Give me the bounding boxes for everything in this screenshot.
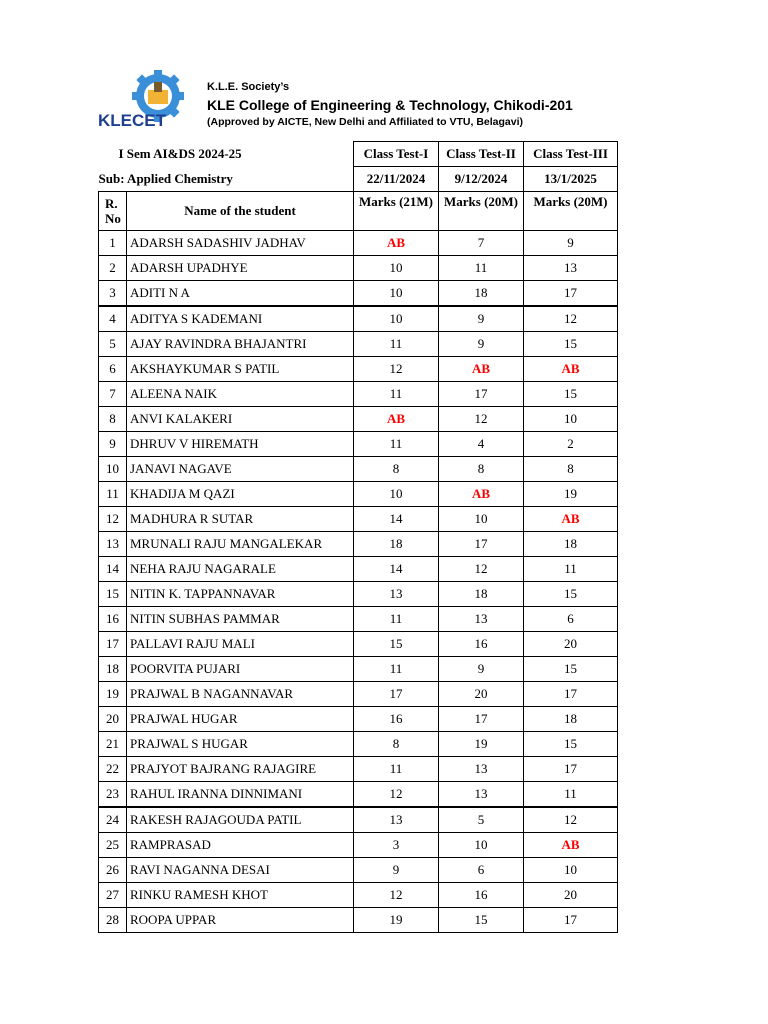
test2-mark: 15: [439, 908, 524, 933]
table-row: [99, 833, 618, 858]
table-row: [99, 732, 618, 757]
test3-mark: 15: [524, 382, 618, 407]
test3-mark: 15: [524, 657, 618, 682]
test1-mark: 18: [354, 532, 439, 557]
college-header: [96, 66, 636, 136]
student-name: MADHURA R SUTAR: [127, 507, 354, 532]
student-name: POORVITA PUJARI: [127, 657, 354, 682]
test2-mark: 8: [439, 457, 524, 482]
test3-mark: AB: [524, 357, 618, 382]
test3-mark: 17: [524, 682, 618, 707]
table-row: [99, 357, 618, 382]
roll-number: 1: [99, 231, 127, 256]
test1-mark: 8: [354, 457, 439, 482]
student-name: NEHA RAJU NAGARALE: [127, 557, 354, 582]
test3-mark: 17: [524, 281, 618, 307]
test2-mark: 9: [439, 657, 524, 682]
test2-mark: 20: [439, 682, 524, 707]
student-name: RAVI NAGANNA DESAI: [127, 858, 354, 883]
semester-title: I Sem AI&DS 2024-25: [99, 142, 354, 167]
marks-table: [98, 141, 618, 933]
test2-mark: 9: [439, 332, 524, 357]
test1-mark: 12: [354, 782, 439, 808]
test2-mark: 18: [439, 582, 524, 607]
test3-mark: 15: [524, 582, 618, 607]
table-row: [99, 582, 618, 607]
roll-number: 15: [99, 582, 127, 607]
table-row: [99, 231, 618, 256]
test3-mark: 20: [524, 632, 618, 657]
student-name: ROOPA UPPAR: [127, 908, 354, 933]
roll-number: 24: [99, 807, 127, 833]
roll-number: 18: [99, 657, 127, 682]
test3-mark: 11: [524, 782, 618, 808]
test3-max-marks: Marks (20M): [524, 192, 618, 231]
test1-mark: 19: [354, 908, 439, 933]
test2-mark: 16: [439, 632, 524, 657]
roll-number: 26: [99, 858, 127, 883]
student-name: ALEENA NAIK: [127, 382, 354, 407]
test3-mark: 10: [524, 858, 618, 883]
test1-name: Class Test-I: [354, 142, 439, 167]
table-row: [99, 432, 618, 457]
student-name: NITIN SUBHAS PAMMAR: [127, 607, 354, 632]
test2-mark: 16: [439, 883, 524, 908]
test1-date: 22/11/2024: [354, 167, 439, 192]
student-name: ADARSH UPADHYE: [127, 256, 354, 281]
student-name: JANAVI NAGAVE: [127, 457, 354, 482]
test3-mark: 18: [524, 707, 618, 732]
test1-mark: 12: [354, 357, 439, 382]
roll-number: 25: [99, 833, 127, 858]
test1-max-marks: Marks (21M): [354, 192, 439, 231]
roll-number: 11: [99, 482, 127, 507]
student-name: RAKESH RAJAGOUDA PATIL: [127, 807, 354, 833]
test2-max-marks: Marks (20M): [439, 192, 524, 231]
table-row: [99, 557, 618, 582]
test1-mark: 8: [354, 732, 439, 757]
test3-mark: 18: [524, 532, 618, 557]
roll-number: 9: [99, 432, 127, 457]
college-logo: [96, 68, 190, 130]
roll-number: 16: [99, 607, 127, 632]
roll-number: 12: [99, 507, 127, 532]
table-row: [99, 757, 618, 782]
test2-mark: 13: [439, 607, 524, 632]
test1-mark: AB: [354, 231, 439, 256]
test2-mark: 10: [439, 833, 524, 858]
test2-mark: 5: [439, 807, 524, 833]
test3-mark: 15: [524, 732, 618, 757]
roll-number: 23: [99, 782, 127, 808]
roll-number: 13: [99, 532, 127, 557]
student-name: PALLAVI RAJU MALI: [127, 632, 354, 657]
test2-date: 9/12/2024: [439, 167, 524, 192]
table-row: [99, 532, 618, 557]
society-name: K.L.E. Society’s: [207, 81, 290, 93]
test1-mark: 10: [354, 482, 439, 507]
table-row: [99, 858, 618, 883]
test1-mark: 10: [354, 306, 439, 332]
test3-mark: 15: [524, 332, 618, 357]
test3-mark: 17: [524, 908, 618, 933]
name-header: Name of the student: [127, 192, 354, 231]
test1-mark: 14: [354, 507, 439, 532]
student-name: PRAJWAL S HUGAR: [127, 732, 354, 757]
roll-number: 10: [99, 457, 127, 482]
table-row: [99, 332, 618, 357]
test1-mark: 11: [354, 382, 439, 407]
test3-mark: 20: [524, 883, 618, 908]
table-row: [99, 883, 618, 908]
test3-mark: 13: [524, 256, 618, 281]
rno-header: R. No: [99, 192, 127, 231]
test2-mark: AB: [439, 482, 524, 507]
roll-number: 5: [99, 332, 127, 357]
student-name: PRAJWAL HUGAR: [127, 707, 354, 732]
test1-mark: 10: [354, 281, 439, 307]
roll-number: 7: [99, 382, 127, 407]
table-row: [99, 657, 618, 682]
test3-mark: 6: [524, 607, 618, 632]
test1-mark: 3: [354, 833, 439, 858]
test2-mark: 17: [439, 532, 524, 557]
roll-number: 19: [99, 682, 127, 707]
test3-mark: 8: [524, 457, 618, 482]
test1-mark: 11: [354, 657, 439, 682]
test2-name: Class Test-II: [439, 142, 524, 167]
roll-number: 27: [99, 883, 127, 908]
table-row: [99, 908, 618, 933]
student-name: AKSHAYKUMAR S PATIL: [127, 357, 354, 382]
test3-mark: 2: [524, 432, 618, 457]
table-row: [99, 256, 618, 281]
table-row: [99, 807, 618, 833]
test2-mark: 13: [439, 757, 524, 782]
table-row: [99, 281, 618, 307]
student-name: AJAY RAVINDRA BHAJANTRI: [127, 332, 354, 357]
test1-mark: 11: [354, 332, 439, 357]
student-name: RINKU RAMESH KHOT: [127, 883, 354, 908]
test3-mark: 12: [524, 807, 618, 833]
test1-mark: 13: [354, 807, 439, 833]
test1-mark: 15: [354, 632, 439, 657]
test3-date: 13/1/2025: [524, 167, 618, 192]
table-row: [99, 382, 618, 407]
test2-mark: 17: [439, 707, 524, 732]
test2-mark: 11: [439, 256, 524, 281]
student-name: RAMPRASAD: [127, 833, 354, 858]
roll-number: 20: [99, 707, 127, 732]
test3-mark: AB: [524, 507, 618, 532]
test1-mark: 13: [354, 582, 439, 607]
table-row: [99, 457, 618, 482]
table-row: [99, 632, 618, 657]
roll-number: 8: [99, 407, 127, 432]
test3-mark: AB: [524, 833, 618, 858]
approval-note: (Approved by AICTE, New Delhi and Affiliated to VTU, Belagavi): [207, 116, 524, 128]
test3-name: Class Test-III: [524, 142, 618, 167]
student-name: ADARSH SADASHIV JADHAV: [127, 231, 354, 256]
test1-mark: 9: [354, 858, 439, 883]
student-name: KHADIJA M QAZI: [127, 482, 354, 507]
test2-mark: AB: [439, 357, 524, 382]
roll-number: 28: [99, 908, 127, 933]
table-row: [99, 482, 618, 507]
roll-number: 2: [99, 256, 127, 281]
test1-mark: AB: [354, 407, 439, 432]
test1-mark: 11: [354, 607, 439, 632]
student-name: ADITYA S KADEMANI: [127, 306, 354, 332]
roll-number: 3: [99, 281, 127, 307]
test2-mark: 6: [439, 858, 524, 883]
test3-mark: 19: [524, 482, 618, 507]
test2-mark: 9: [439, 306, 524, 332]
roll-number: 4: [99, 306, 127, 332]
test2-mark: 12: [439, 407, 524, 432]
table-row: [99, 306, 618, 332]
roll-number: 14: [99, 557, 127, 582]
test1-mark: 16: [354, 707, 439, 732]
test2-mark: 7: [439, 231, 524, 256]
test2-mark: 18: [439, 281, 524, 307]
test2-mark: 10: [439, 507, 524, 532]
table-row: [99, 682, 618, 707]
student-name: MRUNALI RAJU MANGALEKAR: [127, 532, 354, 557]
test1-mark: 17: [354, 682, 439, 707]
test1-mark: 10: [354, 256, 439, 281]
table-row: [99, 782, 618, 808]
test3-mark: 9: [524, 231, 618, 256]
student-name: RAHUL IRANNA DINNIMANI: [127, 782, 354, 808]
test1-mark: 11: [354, 757, 439, 782]
test2-mark: 19: [439, 732, 524, 757]
test3-mark: 12: [524, 306, 618, 332]
roll-number: 17: [99, 632, 127, 657]
subject-title: Sub: Applied Chemistry: [99, 167, 354, 192]
test3-mark: 11: [524, 557, 618, 582]
test2-mark: 12: [439, 557, 524, 582]
table-row: [99, 407, 618, 432]
test1-mark: 14: [354, 557, 439, 582]
test2-mark: 13: [439, 782, 524, 808]
table-row: [99, 507, 618, 532]
svg-text:KLECET: KLECET: [98, 111, 166, 130]
student-name: ANVI KALAKERI: [127, 407, 354, 432]
roll-number: 6: [99, 357, 127, 382]
table-row: [99, 707, 618, 732]
student-name: ADITI N A: [127, 281, 354, 307]
student-name: PRAJWAL B NAGANNAVAR: [127, 682, 354, 707]
test3-mark: 10: [524, 407, 618, 432]
test3-mark: 17: [524, 757, 618, 782]
roll-number: 22: [99, 757, 127, 782]
test2-mark: 17: [439, 382, 524, 407]
student-name: PRAJYOT BAJRANG RAJAGIRE: [127, 757, 354, 782]
student-name: NITIN K. TAPPANNAVAR: [127, 582, 354, 607]
college-name: KLE College of Engineering & Technology, Chikodi-201: [207, 97, 573, 113]
test1-mark: 11: [354, 432, 439, 457]
table-row: [99, 607, 618, 632]
roll-number: 21: [99, 732, 127, 757]
student-name: DHRUV V HIREMATH: [127, 432, 354, 457]
test2-mark: 4: [439, 432, 524, 457]
test1-mark: 12: [354, 883, 439, 908]
